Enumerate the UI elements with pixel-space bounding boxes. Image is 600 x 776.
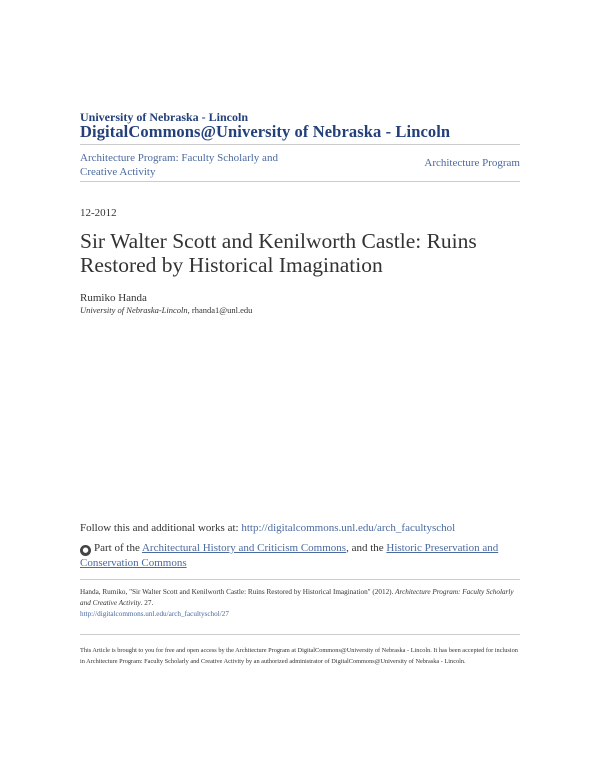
institution-name-small[interactable]: University of Nebraska - Lincoln	[80, 110, 248, 124]
citation-series: Architecture Program: Faculty Scholarly and Creative Activity	[80, 588, 514, 607]
series-divider	[80, 181, 520, 182]
author-affiliation	[80, 305, 252, 315]
author-name: Rumiko Handa	[80, 292, 147, 304]
statement-divider	[80, 634, 520, 635]
follow-line	[80, 522, 455, 534]
citation-number: . 27.	[140, 599, 154, 607]
series-link[interactable]: Architecture Program: Faculty Scholarly and Creative Activity	[80, 152, 278, 178]
citation-text: Handa, Rumiko, "Sir Walter Scott and Kenilworth Castle: Ruins Restored by Historical Imagination" (2012).	[80, 588, 396, 596]
header-divider	[80, 144, 520, 145]
collection-url-link[interactable]: http://digitalcommons.unl.edu/arch_facultyschol	[241, 522, 456, 534]
publication-date: 12-2012	[80, 207, 117, 219]
historic-preservation-commons-link[interactable]: Historic Preservation and Conservation Commons	[80, 542, 499, 569]
citation-block	[80, 587, 520, 620]
commons-network-icon: ●	[80, 545, 91, 556]
part-of-line	[80, 541, 520, 570]
citation-divider	[80, 579, 520, 580]
department-link[interactable]: Architecture Program	[424, 157, 520, 169]
citation-url-link[interactable]: http://digitalcommons.unl.edu/arch_facultyschol/27	[80, 610, 229, 618]
architectural-history-commons-link[interactable]: Architectural History and Criticism Commons	[141, 542, 347, 554]
access-statement: This Article is brought to you for free and open access by the Architecture Program at DigitalCommons@University of Nebraska - Lincoln. It has been accepted for inclusion in Architecture Program: Faculty Scholarly and Creative Activity by an authorized administrator of DigitalCommons@University of Nebraska - Lincoln.	[80, 647, 518, 665]
affiliation-name: University of Nebraska-Lincoln	[80, 305, 188, 315]
author-email[interactable]: , rhanda1@unl.edu	[187, 305, 253, 315]
repository-name[interactable]: DigitalCommons@University of Nebraska - Lincoln	[80, 122, 451, 141]
follow-text: Follow this and additional works at:	[80, 522, 242, 534]
article-title: Sir Walter Scott and Kenilworth Castle: Ruins Restored by Historical Imagination	[80, 229, 477, 277]
part-of-mid: , and the	[346, 542, 387, 554]
part-of-prefix: Part of the	[94, 542, 142, 554]
